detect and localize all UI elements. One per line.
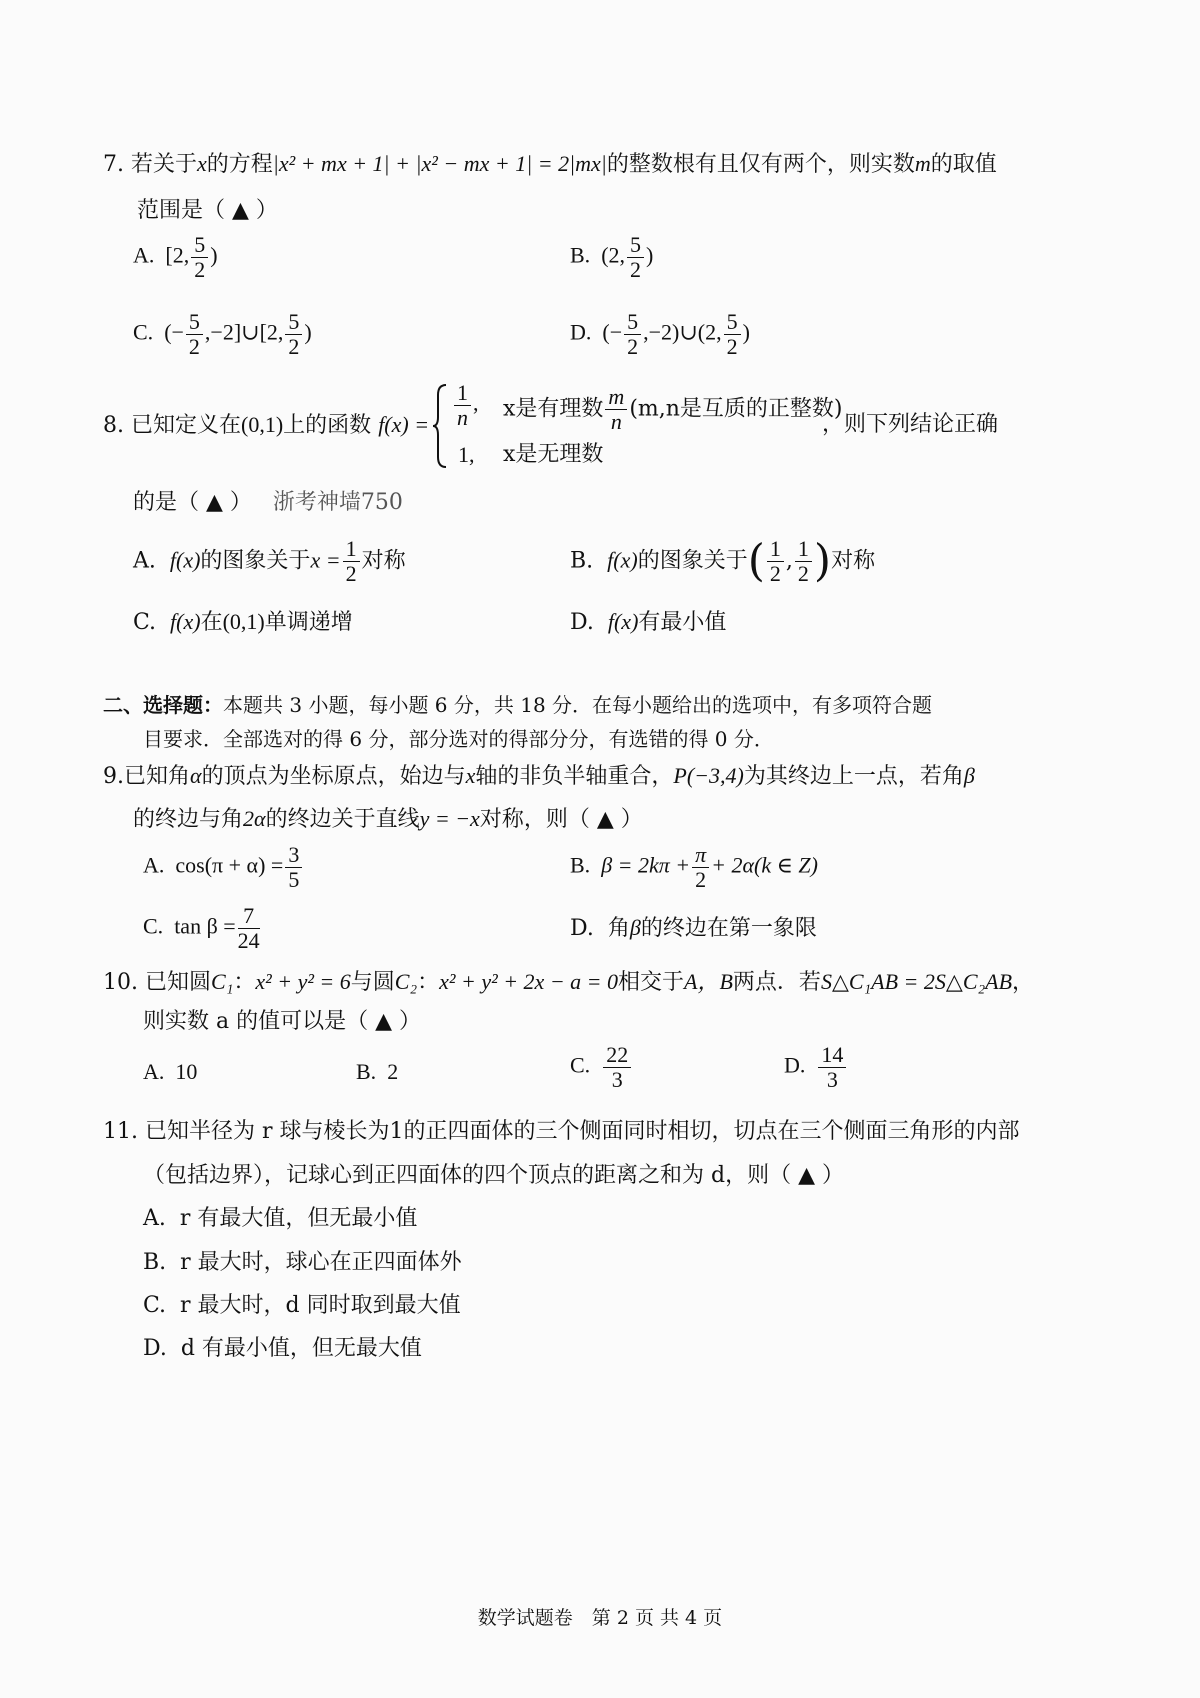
denominator: 2 bbox=[194, 257, 206, 282]
stem-text: 与圆 bbox=[350, 970, 395, 995]
q7-stem-c: 的整数根有且仅有两个，则实数 bbox=[606, 152, 915, 177]
q8-option-a bbox=[133, 537, 406, 586]
option-text: 在 bbox=[200, 610, 223, 635]
q7-stem-a: 若关于 bbox=[131, 152, 198, 177]
option-text: 2 bbox=[387, 1059, 399, 1084]
option-label: C. bbox=[570, 1052, 591, 1078]
q7-equation: |x² + mx + 1| + |x² − mx + 1| = 2|mx| bbox=[272, 151, 607, 176]
q8-stem-a: 已知定义在 bbox=[131, 413, 242, 438]
q10-number: 10. bbox=[103, 970, 138, 995]
stem-text: 为其终边上一点，若角 bbox=[743, 764, 964, 789]
option-label: B. bbox=[356, 1059, 377, 1084]
q7-number: 7. bbox=[103, 152, 124, 177]
stem-text: 轴的非负半轴重合， bbox=[475, 764, 674, 789]
stem-text: 相交于 bbox=[618, 970, 685, 995]
q11-stem-line1: 已知半径为 r 球与棱长为1的正四面体的三个侧面同时相切，切点在三个侧面三角形的内部 bbox=[145, 1119, 1020, 1144]
option-label: D. bbox=[570, 916, 594, 941]
fraction bbox=[605, 385, 627, 434]
stem-text: ， bbox=[1012, 970, 1035, 995]
option-label: C. bbox=[143, 913, 164, 939]
numerator: 5 bbox=[624, 310, 641, 335]
option-label: B. bbox=[570, 242, 591, 268]
option-text: (− bbox=[602, 319, 623, 345]
denominator: 2 bbox=[627, 334, 639, 359]
q8-option-b: B. f(x)的图象关于( $\frac{1}{2}$ , $\frac{1}{2}$ )对称 bbox=[570, 535, 876, 587]
denominator: n bbox=[457, 405, 468, 430]
q8-number: 8. bbox=[103, 413, 124, 438]
option-text: ) bbox=[742, 319, 750, 345]
option-text: ,−2)∪(2, bbox=[643, 319, 722, 345]
option-label: B. bbox=[570, 852, 591, 878]
option-text: [2, bbox=[165, 242, 190, 268]
q8-case2-value: 1, bbox=[458, 442, 475, 467]
option-text: + 2α(k ∈ Z) bbox=[711, 852, 818, 878]
option-label: D. bbox=[143, 1336, 167, 1361]
q8-case1-condition bbox=[503, 385, 843, 434]
q11-option-d bbox=[143, 1334, 422, 1364]
section-instructions: 本题共 3 小题，每小题 6 分，共 18 分．在每小题给出的选项中，有多项符合题 bbox=[223, 693, 933, 717]
q7-option-c bbox=[133, 310, 312, 359]
q10-line2: 则实数 a 的值可以是（ ▲ ） bbox=[143, 1009, 422, 1034]
section2-line2: 目要求．全部选对的得 6 分，部分选对的得部分分，有选错的得 0 分． bbox=[143, 727, 774, 751]
comma: , bbox=[473, 390, 479, 416]
right-paren: ) bbox=[813, 535, 832, 587]
math-symbol: C₁ bbox=[211, 969, 234, 994]
left-paren: ( bbox=[747, 535, 765, 587]
math-symbol: A，B bbox=[684, 969, 733, 994]
q9-option-c bbox=[143, 904, 262, 953]
stem-text: ： bbox=[417, 970, 440, 995]
denominator: 2 bbox=[695, 867, 707, 892]
option-label: D. bbox=[570, 319, 592, 345]
denominator: 2 bbox=[188, 334, 200, 359]
math-symbol: x² + y² + 2x − a = 0 bbox=[439, 969, 619, 994]
option-text: β = 2kπ + bbox=[601, 852, 691, 878]
denominator: 2 bbox=[769, 561, 781, 586]
math-symbol: S△C₁AB = 2S△C₂AB bbox=[820, 969, 1013, 994]
q8-stem-right: ，则下列结论正确 bbox=[822, 412, 999, 437]
q10-line1 bbox=[103, 967, 1034, 998]
q9-line2 bbox=[133, 804, 643, 835]
fraction bbox=[238, 904, 260, 953]
math-symbol: 2α bbox=[243, 806, 266, 831]
watermark-text: 浙考神墙750 bbox=[272, 490, 403, 515]
q8-stem-left bbox=[103, 410, 429, 441]
fraction bbox=[624, 310, 641, 359]
math-symbol: β bbox=[963, 763, 975, 788]
numerator: 3 bbox=[285, 843, 302, 868]
option-label: D. bbox=[570, 610, 594, 635]
math-symbol: α bbox=[190, 763, 202, 788]
q7-stem-b: 的方程 bbox=[206, 152, 273, 177]
option-text: x = bbox=[310, 547, 341, 573]
q9-number: 9. bbox=[103, 764, 124, 789]
fraction bbox=[692, 843, 709, 892]
q8-function: f(x) = bbox=[378, 412, 430, 437]
q11-option-c bbox=[143, 1291, 461, 1321]
fraction bbox=[285, 843, 302, 892]
fraction bbox=[285, 310, 302, 359]
page-footer: 数学试题卷 第 2 页 共 4 页 bbox=[477, 1607, 723, 1629]
q9-line1 bbox=[103, 761, 975, 792]
fraction bbox=[454, 381, 471, 430]
section-title: 二、选择题： bbox=[103, 693, 223, 717]
option-text: f(x) bbox=[607, 609, 639, 634]
left-brace-icon bbox=[432, 383, 448, 469]
q11-option-a bbox=[143, 1204, 417, 1234]
stem-text: ： bbox=[233, 970, 256, 995]
option-label: C. bbox=[133, 319, 154, 345]
q7-option-a bbox=[133, 233, 218, 282]
numerator: m bbox=[605, 385, 627, 410]
option-text: cos(π + α) = bbox=[175, 852, 284, 878]
math-symbol: C₂ bbox=[394, 969, 418, 994]
fraction bbox=[191, 233, 208, 282]
stem-text: 两点．若 bbox=[732, 970, 821, 995]
math-symbol: y = −x bbox=[419, 806, 480, 831]
q7-option-b bbox=[570, 233, 653, 282]
q9-option-d bbox=[570, 913, 817, 944]
q11-number: 11. bbox=[103, 1119, 138, 1144]
q7-line2: 范围是（ ▲ ） bbox=[137, 198, 278, 223]
denominator: 3 bbox=[611, 1067, 623, 1092]
q8-stem-line2: 的是（ ▲ ） bbox=[133, 490, 252, 515]
numerator: 1 bbox=[343, 537, 360, 562]
q8-case2-condition: x是无理数 bbox=[503, 442, 604, 467]
option-label: C. bbox=[133, 610, 157, 635]
q7-option-d bbox=[570, 310, 750, 359]
math-symbol: x bbox=[465, 763, 476, 788]
option-text: ,−2]∪[2, bbox=[204, 319, 284, 345]
fraction bbox=[343, 537, 360, 586]
option-text: 有最小值 bbox=[638, 610, 727, 635]
q8-option-d bbox=[570, 607, 726, 638]
option-text: 角 bbox=[607, 916, 630, 941]
fraction bbox=[627, 233, 644, 282]
q9-option-a bbox=[143, 843, 304, 892]
option-label: A. bbox=[133, 242, 155, 268]
option-text: 的终边在第一象限 bbox=[640, 916, 817, 941]
q9-option-b bbox=[570, 843, 818, 892]
numerator: 5 bbox=[627, 233, 644, 258]
numerator: 5 bbox=[724, 310, 741, 335]
option-text: f(x) bbox=[607, 547, 638, 573]
q11-line2: （包括边界），记球心到正四面体的四个顶点的距离之和为 d，则（ ▲ ） bbox=[143, 1163, 844, 1188]
option-text: f(x) bbox=[169, 547, 201, 573]
denominator: 2 bbox=[797, 561, 809, 586]
stem-text: 的顶点为坐标原点，始边与 bbox=[201, 764, 466, 789]
fraction bbox=[818, 1043, 846, 1092]
stem-text: 的终边关于直线 bbox=[265, 807, 420, 832]
stem-text: 已知角 bbox=[124, 764, 191, 789]
option-text: f(x) bbox=[170, 609, 201, 634]
section2-line1 bbox=[103, 690, 932, 720]
option-text: ) bbox=[210, 242, 218, 268]
numerator: 5 bbox=[285, 310, 302, 335]
condition-text: (m,n是互质的正整数) bbox=[629, 396, 843, 422]
fraction bbox=[186, 310, 203, 359]
option-text: ) bbox=[304, 319, 312, 345]
q11-option-b bbox=[143, 1248, 462, 1278]
denominator: 2 bbox=[345, 561, 357, 586]
option-label: B. bbox=[570, 548, 594, 574]
option-text: β bbox=[629, 915, 641, 940]
option-text: d 有最小值，但无最大值 bbox=[180, 1336, 422, 1361]
numerator: 7 bbox=[238, 904, 260, 929]
q10-option-b bbox=[356, 1057, 398, 1087]
denominator: n bbox=[610, 409, 622, 434]
q7-var-x: x bbox=[197, 151, 207, 176]
option-label: C. bbox=[143, 1293, 167, 1318]
denominator: 2 bbox=[288, 334, 300, 359]
q7-stem-d: 的取值 bbox=[930, 152, 997, 177]
fraction bbox=[767, 537, 784, 586]
option-text: 10 bbox=[175, 1059, 198, 1084]
numerator: 14 bbox=[818, 1043, 846, 1068]
stem-text: 已知圆 bbox=[145, 970, 212, 995]
q10-option-a bbox=[143, 1057, 197, 1087]
fraction bbox=[795, 537, 812, 586]
numerator: 1 bbox=[795, 537, 812, 562]
denominator: 5 bbox=[288, 867, 300, 892]
numerator: 5 bbox=[191, 233, 208, 258]
option-text: r 有最大值，但无最小值 bbox=[179, 1206, 418, 1231]
option-text: (2, bbox=[601, 242, 626, 268]
option-text: 对称 bbox=[831, 548, 876, 574]
numerator: 5 bbox=[186, 310, 203, 335]
numerator: π bbox=[692, 843, 709, 868]
option-text: 对称 bbox=[361, 548, 406, 574]
option-text: r 最大时，球心在正四面体外 bbox=[180, 1250, 462, 1275]
fraction bbox=[724, 310, 741, 359]
option-text: (0,1) bbox=[222, 609, 265, 634]
option-text: r 最大时，d 同时取到最大值 bbox=[180, 1293, 461, 1318]
denominator: 3 bbox=[826, 1067, 838, 1092]
stem-text: 对称，则（ ▲ ） bbox=[479, 807, 643, 832]
option-label: D. bbox=[784, 1052, 806, 1078]
option-text: 单调递增 bbox=[264, 610, 353, 635]
option-label: B. bbox=[143, 1250, 167, 1275]
numerator: 1 bbox=[454, 381, 471, 406]
option-text: 的图象关于 bbox=[637, 548, 748, 574]
option-text: (− bbox=[164, 319, 184, 345]
q8-option-c bbox=[133, 607, 353, 638]
numerator: 1 bbox=[767, 537, 784, 562]
q10-option-d bbox=[784, 1043, 848, 1092]
option-label: A. bbox=[143, 1059, 165, 1084]
q8-interval: (0,1) bbox=[241, 412, 284, 437]
q8-case1-value bbox=[452, 381, 479, 430]
option-label: A. bbox=[143, 852, 165, 878]
condition-text: x是有理数 bbox=[503, 396, 604, 422]
denominator: 24 bbox=[237, 928, 260, 953]
denominator: 2 bbox=[630, 257, 642, 282]
option-label: A. bbox=[133, 548, 156, 574]
math-symbol: P(−3,4) bbox=[673, 763, 744, 788]
q11-line1 bbox=[103, 1117, 1020, 1147]
fraction bbox=[603, 1043, 631, 1092]
option-text: tan β = bbox=[174, 913, 236, 939]
q8-line2 bbox=[133, 488, 403, 518]
q8-stem-b: 上的函数 bbox=[283, 413, 372, 438]
q7-line1 bbox=[103, 149, 997, 180]
option-text: ) bbox=[646, 242, 654, 268]
q10-option-c bbox=[570, 1043, 633, 1092]
stem-text: 的终边与角 bbox=[133, 807, 244, 832]
option-label: A. bbox=[143, 1206, 166, 1231]
numerator: 22 bbox=[603, 1043, 631, 1068]
option-text: 的图象关于 bbox=[200, 548, 311, 574]
denominator: 2 bbox=[726, 334, 738, 359]
q7-var-m: m bbox=[914, 151, 931, 176]
math-symbol: x² + y² = 6 bbox=[255, 969, 351, 994]
